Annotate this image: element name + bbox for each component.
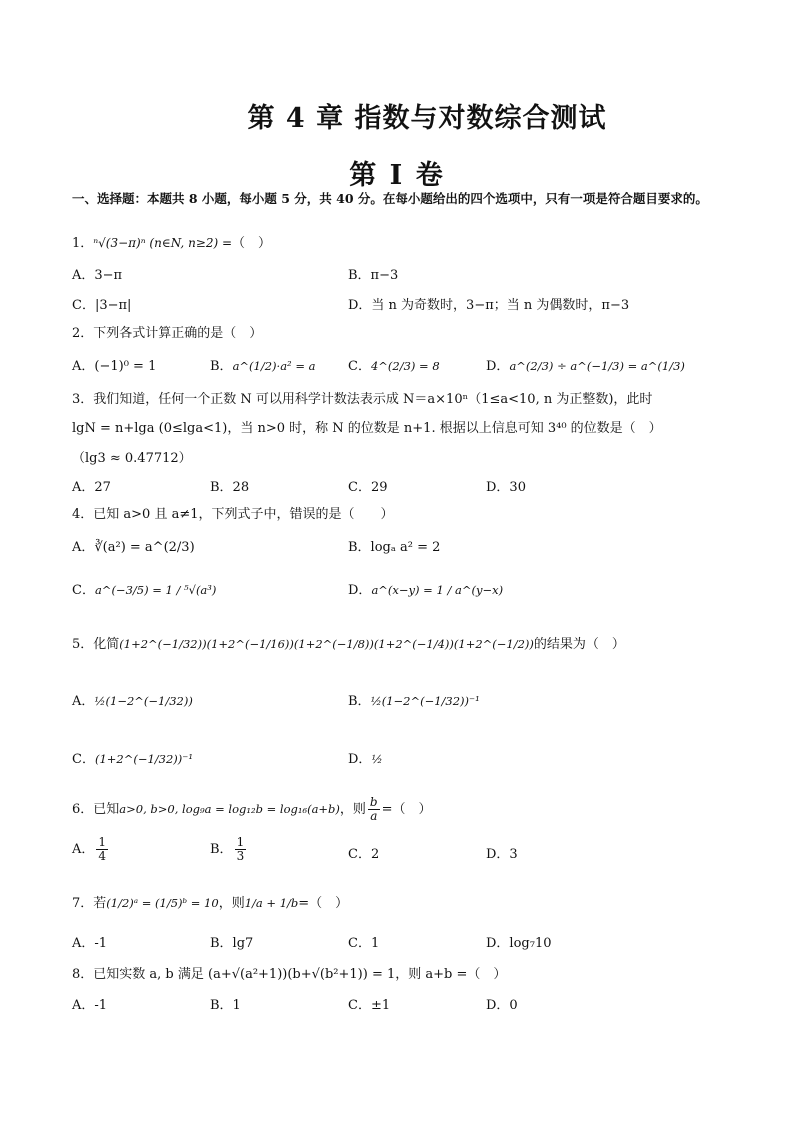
question-7-option-c: C．1 [348, 936, 380, 951]
question-6-stem: 6．已知a>0, b>0, log₉a = log₁₂b = log₁₆(a+b)，则 $\frac{b}{a}$ =（ ） [72, 795, 432, 823]
question-4-option-c: C．a^(−3/5) = 1 / ⁵√(a³) [72, 583, 217, 598]
question-2-option-c: C．4^(2/3) = 8 [348, 359, 440, 374]
question-3-option-a: A．27 [72, 480, 111, 495]
question-8-option-d: D．0 [486, 998, 518, 1013]
question-1-math: ⁿ√(3−π)ⁿ (n∈N, n≥2) = [93, 236, 233, 250]
question-5-option-b: B．½(1−2^(−1/32))⁻¹ [348, 694, 480, 709]
question-4-option-a: A．∛(a²) = a^(2/3) [72, 540, 195, 555]
question-3-line-3: （lg3 ≈ 0.47712） [72, 451, 192, 466]
question-1-option-c: C．|3−π| [72, 298, 132, 313]
question-7-stem: 7．若(1/2)ᵃ = (1/5)ᵇ = 10，则1/a + 1/b=（ ） [72, 896, 349, 911]
question-3-option-c: C．29 [348, 480, 388, 495]
question-5-stem: 5．化简(1+2^(−1/32))(1+2^(−1/16))(1+2^(−1/8))(1+2^(−1/4))(1+2^(−1/2))的结果为（ ） [72, 637, 625, 652]
question-7-option-a: A．-1 [72, 936, 108, 951]
question-2-option-a: A．(−1)⁰ = 1 [72, 359, 157, 374]
section-instruction: 一、选择题：本题共 8 小题，每小题 5 分，共 40 分。在每小题给出的四个选项中，只有一项是符合题目要求的。 [72, 191, 708, 206]
question-1-option-a: A．3−π [72, 268, 123, 283]
question-6-option-a: A． $\frac{1}{4}$ [72, 835, 107, 863]
question-6-option-b: B． $\frac{1}{3}$ [210, 835, 245, 863]
question-1-option-b: B．π−3 [348, 268, 399, 283]
question-4-option-d: D．a^(x−y) = 1 / a^(y−x) [348, 583, 504, 598]
exam-title: 第 4 章 指数与对数综合测试 [247, 103, 607, 134]
question-5-option-a: A．½(1−2^(−1/32)) [72, 694, 193, 709]
volume-title: 第 I 卷 [349, 160, 445, 191]
question-7-option-d: D．log₇10 [486, 936, 552, 951]
question-6-fraction: $\frac{b}{a}$ [369, 795, 378, 823]
question-6-option-d: D．3 [486, 847, 518, 862]
question-5-option-d: D．½ [348, 752, 383, 767]
question-1-blank: （ ） [232, 236, 272, 251]
question-8-option-b: B．1 [210, 998, 241, 1013]
question-3-line-1: 3．我们知道，任何一个正数 N 可以用科学计数法表示成 N＝a×10ⁿ（1≤a<10, n 为正整数)，此时 [72, 392, 653, 407]
question-7-option-b: B．lg7 [210, 936, 254, 951]
question-5-math: (1+2^(−1/32))(1+2^(−1/16))(1+2^(−1/8))(1+2^(−1/4))(1+2^(−1/2)) [119, 637, 534, 651]
question-2-stem: 2．下列各式计算正确的是（ ） [72, 326, 263, 341]
question-1-stem [72, 232, 271, 251]
question-4-option-b: B．logₐ a² = 2 [348, 540, 441, 555]
question-1-number: 1． [72, 236, 94, 251]
question-3-option-b: B．28 [210, 480, 250, 495]
question-3-line-2: lgN = n+lga (0≤lga<1)，当 n>0 时，称 N 的位数是 n+1. 根据以上信息可知 3⁴⁰ 的位数是（ ） [72, 421, 662, 436]
question-5-option-c: C．(1+2^(−1/32))⁻¹ [72, 752, 193, 767]
question-8-option-c: C．±1 [348, 998, 391, 1013]
question-8-stem: 8．已知实数 a, b 满足 (a+√(a²+1))(b+√(b²+1)) = 1，则 a+b =（ ） [72, 967, 507, 982]
question-4-stem: 4．已知 a>0 且 a≠1，下列式子中，错误的是（ ） [72, 507, 394, 522]
question-2-option-d: D．a^(2/3) ÷ a^(−1/3) = a^(1/3) [486, 359, 685, 374]
question-2-option-b: B．a^(1/2)·a² = a [210, 359, 316, 374]
question-3-option-d: D．30 [486, 480, 526, 495]
question-8-option-a: A．-1 [72, 998, 108, 1013]
question-6-option-c: C．2 [348, 847, 380, 862]
question-1-option-d: D．当 n 为奇数时，3−π；当 n 为偶数时，π−3 [348, 298, 630, 313]
